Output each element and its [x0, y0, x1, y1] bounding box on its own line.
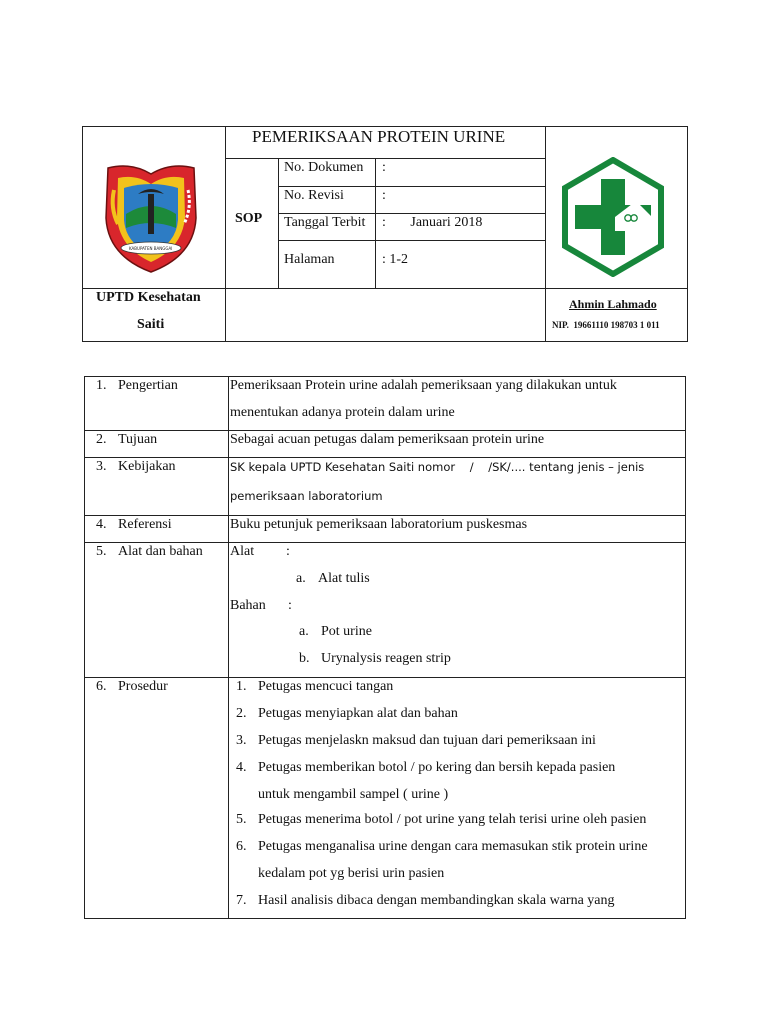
row-label-prosedur: Prosedur: [118, 679, 168, 694]
alat-colon: :: [286, 544, 290, 559]
step-text: Petugas menganalisa urine dengan cara memasukan stik protein urine: [258, 839, 648, 854]
bahan-item: Pot urine: [321, 624, 372, 639]
pengertian-line: menentukan adanya protein dalam urine: [230, 405, 455, 420]
step-marker: 7.: [236, 893, 247, 908]
row-number: 5.: [96, 544, 107, 559]
row-number: 3.: [96, 459, 107, 474]
step-text: Hasil analisis dibaca dengan membandingkan skala warna yang: [258, 893, 615, 908]
sop-content-table: [84, 376, 686, 919]
meta-value-tanggal: : Januari 2018: [382, 215, 483, 230]
row-number: 2.: [96, 432, 107, 447]
step-marker: 6.: [236, 839, 247, 854]
row-label-referensi: Referensi: [118, 517, 172, 532]
org-name-line2: Saiti: [137, 317, 165, 332]
bahan-item-marker: a.: [299, 624, 309, 639]
meta-label-dokumen: No. Dokumen: [284, 160, 364, 175]
step-marker: 3.: [236, 733, 247, 748]
row-label-kebijakan: Kebijakan: [118, 459, 176, 474]
step-text: Petugas menerima botol / pot urine yang telah terisi urine oleh pasien: [258, 812, 647, 827]
row-label-tujuan: Tujuan: [118, 432, 158, 447]
step-marker: 4.: [236, 760, 247, 775]
step-text: Petugas memberikan botol / po kering dan bersih kepada pasien: [258, 760, 616, 775]
meta-label-tanggal: Tanggal Terbit: [284, 215, 366, 230]
meta-label-revisi: No. Revisi: [284, 188, 344, 203]
row-label-alat-bahan: Alat dan bahan: [118, 544, 203, 559]
referensi-text: Buku petunjuk pemeriksaan laboratorium puskesmas: [230, 517, 528, 532]
step-text-continued: untuk mengambil sampel ( urine ): [258, 787, 449, 802]
step-text: Petugas mencuci tangan: [258, 679, 394, 694]
puskesmas-logo: [560, 157, 666, 277]
alat-heading: Alat: [230, 544, 255, 559]
meta-value-dokumen: :: [382, 160, 386, 175]
step-marker: 5.: [236, 812, 247, 827]
meta-value-halaman: : 1-2: [382, 252, 409, 267]
step-marker: 2.: [236, 706, 247, 721]
bahan-item-marker: b.: [299, 651, 310, 666]
meta-label-halaman: Halaman: [284, 252, 335, 267]
bahan-item: Urynalysis reagen strip: [321, 651, 451, 666]
bahan-heading: Bahan: [230, 598, 266, 613]
pengertian-line: Pemeriksaan Protein urine adalah pemeriksaan yang dilakukan untuk: [230, 378, 617, 393]
row-number: 1.: [96, 378, 107, 393]
kebijakan-line: SK kepala UPTD Kesehatan Saiti nomor / /SK/.... tentang jenis – jenis: [230, 460, 645, 474]
signer-name: Ahmin Lahmado: [569, 297, 657, 311]
alat-item-marker: a.: [296, 571, 306, 586]
step-text: Petugas menjelaskn maksud dan tujuan dari pemeriksaan ini: [258, 733, 596, 748]
step-text: Petugas menyiapkan alat dan bahan: [258, 706, 458, 721]
org-name-line1: UPTD Kesehatan: [96, 290, 201, 305]
step-marker: 1.: [236, 679, 247, 694]
row-number: 6.: [96, 679, 107, 694]
step-text-continued: kedalam pot yg berisi urin pasien: [258, 866, 445, 881]
meta-value-revisi: :: [382, 188, 386, 203]
kebijakan-line: pemeriksaan laboratorium: [230, 489, 383, 503]
tujuan-text: Sebagai acuan petugas dalam pemeriksaan protein urine: [230, 432, 545, 447]
sop-label: SOP: [235, 211, 263, 226]
row-number: 4.: [96, 517, 107, 532]
row-label-pengertian: Pengertian: [118, 378, 178, 393]
signer-nip: NIP. 19661110 198703 1 011: [552, 320, 660, 330]
crest-banner-text: KABUPATEN BANGGAI: [129, 246, 173, 251]
alat-item: Alat tulis: [318, 571, 370, 586]
regency-crest-logo: [96, 158, 206, 276]
bahan-colon: :: [288, 598, 292, 613]
document-title: PEMERIKSAAN PROTEIN URINE: [252, 127, 506, 146]
